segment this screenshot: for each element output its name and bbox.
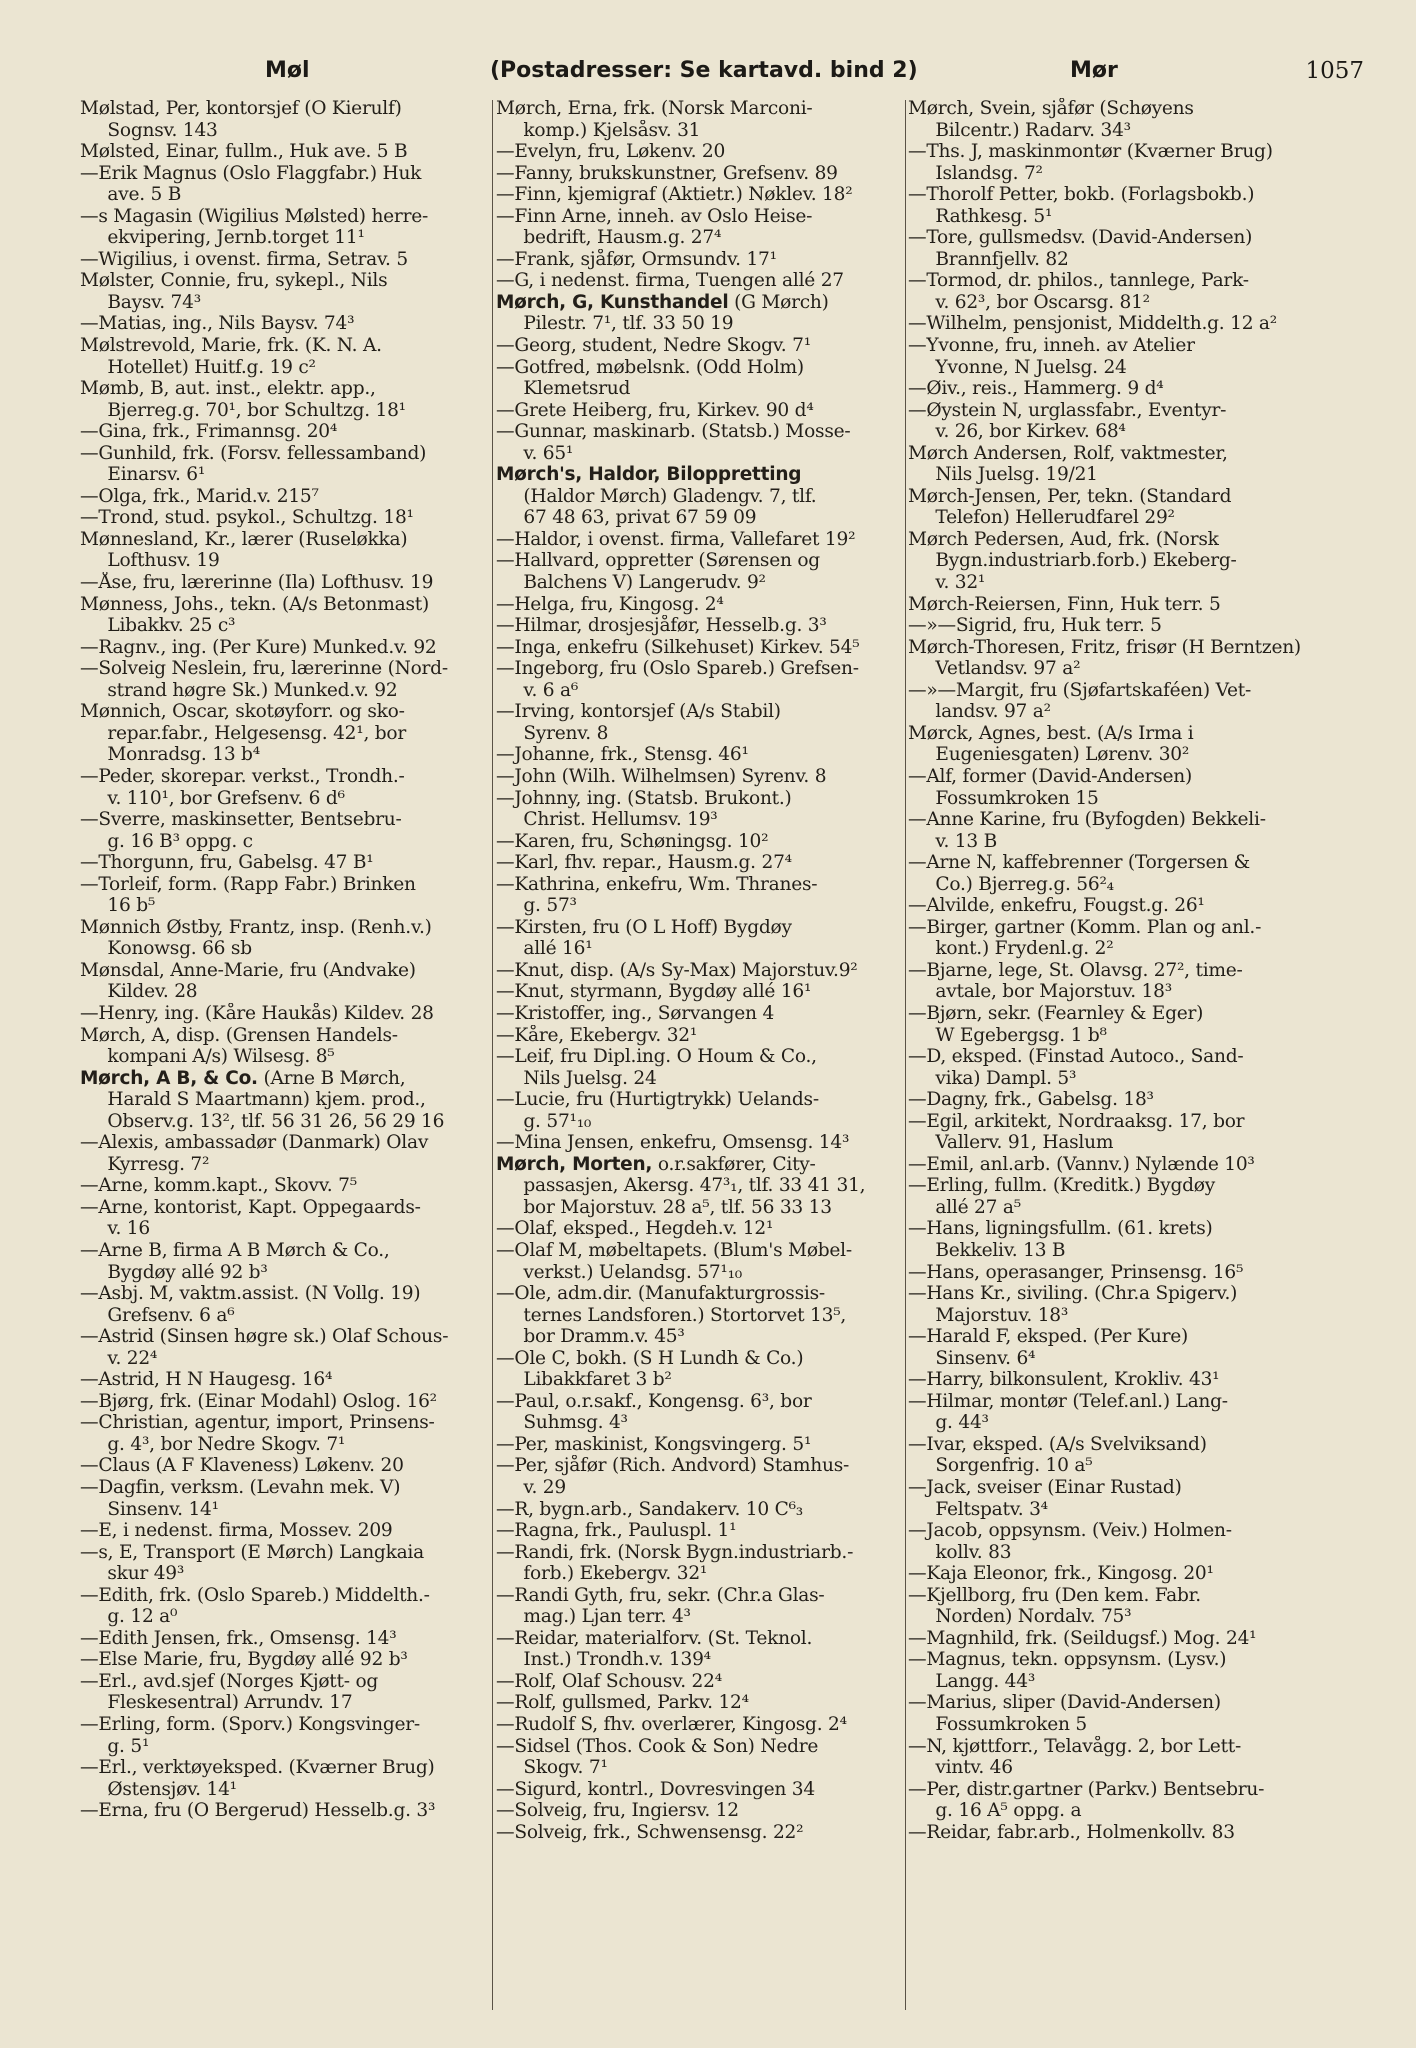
directory-entry-line: —Dagny, frk., Gabelsg. 18³ <box>908 1089 1154 1111</box>
directory-entry-line: Mølster, Connie, fru, sykepl., Nils <box>80 270 388 292</box>
directory-entry-line: Einarsv. 6¹ <box>80 464 206 486</box>
directory-entry-line: g. 57¹₁₀ <box>496 1110 592 1132</box>
directory-entry-line: —Knut, styrmann, Bygdøy allé 16¹ <box>496 981 812 1003</box>
directory-entry-line: ave. 5 B <box>80 184 182 206</box>
directory-entry-line: 16 b⁵ <box>80 895 156 917</box>
directory-entry-line: Kildev. 28 <box>80 981 198 1003</box>
directory-entry-line: —Magnus, tekn. oppsynsm. (Lysv.) <box>908 1649 1227 1671</box>
directory-entry-line: —Knut, disp. (A/s Sy-Max) Majorstuv.9² <box>496 959 858 981</box>
directory-entry-line: kollv. 83 <box>908 1541 1012 1563</box>
directory-entry-line: —Kirsten, fru (O L Hoff) Bygdøy <box>496 916 792 938</box>
directory-entry-line: —Evelyn, fru, Løkenv. 20 <box>496 141 726 163</box>
directory-entry-line: —Helga, fru, Kingosg. 2⁴ <box>496 593 724 615</box>
directory-entry-line: verkst.) Uelandsg. 57¹₁₀ <box>496 1261 743 1283</box>
directory-entry-line: Majorstuv. 18³ <box>908 1304 1069 1326</box>
directory-entry-line: —Arne B, firma A B Mørch & Co., <box>80 1239 390 1261</box>
directory-entry-line: skur 49³ <box>80 1563 185 1585</box>
directory-entry-line: —Olaf M, møbeltapets. (Blum's Møbel- <box>496 1239 852 1261</box>
directory-entry-line: —Grete Heiberg, fru, Kirkev. 90 d⁴ <box>496 399 814 421</box>
directory-entry-line: passasjen, Akersg. 47³₁, tlf. 33 41 31, <box>496 1175 866 1197</box>
directory-entry-line: —Asbj. M, vaktm.assist. (N Vollg. 19) <box>80 1283 421 1305</box>
directory-entry-line: —Solveig Neslein, fru, lærerinne (Nord- <box>80 658 448 680</box>
column-divider <box>492 100 493 2010</box>
directory-entry-line: Mørch, A B, & Co. (Arne B Mørch, <box>80 1067 406 1089</box>
directory-entry-line: Sognsv. 143 <box>80 119 218 141</box>
directory-entry-line: Norden) Nordalv. 75³ <box>908 1606 1132 1628</box>
directory-entry-line: —Paul, o.r.sakf., Kongensg. 6³, bor <box>496 1390 812 1412</box>
directory-entry-line: —R, bygn.arb., Sandakerv. 10 C⁶₃ <box>496 1498 803 1520</box>
directory-entry-line: —Frank, sjåfør, Ormsundv. 17¹ <box>496 248 777 270</box>
directory-entry-line: —Harald F, eksped. (Per Kure) <box>908 1326 1188 1348</box>
directory-entry-line: Mørch, G, Kunsthandel (G Mørch) <box>496 291 829 313</box>
directory-entry-line: —Øystein N, urglassfabr., Eventyr- <box>908 399 1227 421</box>
directory-entry-line: Balchens V) Langerudv. 9² <box>496 572 766 594</box>
directory-entry-line: Eugeniesgaten) Lørenv. 30² <box>908 744 1190 766</box>
directory-entry-line: —Harry, bilkonsulent, Krokliv. 43¹ <box>908 1369 1220 1391</box>
directory-entry-line: g. 12 a⁰ <box>80 1606 178 1628</box>
directory-entry-line: —Olaf, eksped., Hegdeh.v. 12¹ <box>496 1218 774 1240</box>
directory-entry-line: —John (Wilh. Wilhelmsen) Syrenv. 8 <box>496 765 827 787</box>
directory-entry-line: repar.fabr., Helgesensg. 42¹, bor <box>80 722 406 744</box>
directory-entry-line: Observ.g. 13², tlf. 56 31 26, 56 29 16 <box>80 1110 445 1132</box>
directory-entry-line: —Georg, student, Nedre Skogv. 7¹ <box>496 335 811 357</box>
directory-entry-line: kont.) Frydenl.g. 2² <box>908 938 1114 960</box>
directory-entry-line: Mørch-Thoresen, Fritz, frisør (H Berntzen) <box>908 636 1301 658</box>
directory-entry-line: —Åse, fru, lærerinne (Ila) Lofthusv. 19 <box>80 572 434 594</box>
directory-entry-line: Bygn.industriarb.forb.) Ekeberg- <box>908 550 1237 572</box>
directory-entry-line: —Alvilde, enkefru, Fougst.g. 26¹ <box>908 895 1205 917</box>
directory-entry-line: —Erl., avd.sjef (Norges Kjøtt- og <box>80 1670 379 1692</box>
directory-entry-line: g. 44³ <box>908 1412 989 1434</box>
directory-entry-line: —Per, sjåfør (Rich. Andvord) Stamhus- <box>496 1455 850 1477</box>
directory-entry-line: Mølsted, Einar, fullm., Huk ave. 5 B <box>80 141 408 163</box>
directory-entry-line: —Hans, operasanger, Prinsensg. 16⁵ <box>908 1261 1244 1283</box>
directory-entry-line: Feltspatv. 3⁴ <box>908 1498 1048 1520</box>
directory-entry-line: Libakkfaret 3 b² <box>496 1369 672 1391</box>
directory-entry-line: —Else Marie, fru, Bygdøy allé 92 b³ <box>80 1649 408 1671</box>
directory-entry-line: —Emil, anl.arb. (Vannv.) Nylænde 10³ <box>908 1153 1255 1175</box>
business-name: Mørch, G, Kunsthandel <box>496 291 729 313</box>
directory-entry-line: —Magnhild, frk. (Seildugsf.) Mog. 24¹ <box>908 1627 1257 1649</box>
directory-entry-line: Mørch, Morten, o.r.sakfører, City- <box>496 1153 816 1175</box>
directory-entry-line: —Sigurd, kontrl., Dovresvingen 34 <box>496 1778 815 1800</box>
directory-entry-line: —Kaja Eleonor, frk., Kingosg. 20¹ <box>908 1563 1214 1585</box>
directory-entry-line: —Trond, stud. psykol., Schultzg. 18¹ <box>80 507 414 529</box>
directory-entry-line: strand høgre Sk.) Munked.v. 92 <box>80 679 398 701</box>
directory-entry-line: —Johnny, ing. (Statsb. Brukont.) <box>496 787 792 809</box>
business-name: Mørch, Morten, <box>496 1153 653 1175</box>
directory-entry-line: Fossumkroken 15 <box>908 787 1099 809</box>
directory-entry-line: —Astrid (Sinsen høgre sk.) Olaf Schous- <box>80 1326 449 1348</box>
directory-entry-line: —Jack, sveiser (Einar Rustad) <box>908 1477 1182 1498</box>
directory-entry-line: —G, i nedenst. firma, Tuengen allé 27 <box>496 270 844 292</box>
directory-entry-line: —Rolf, gullsmed, Parkv. 12⁴ <box>496 1692 749 1714</box>
directory-entry-line: W Egebergsg. 1 b⁸ <box>908 1024 1107 1046</box>
directory-entry-line: —Gotfred, møbelsnk. (Odd Holm) <box>496 356 804 378</box>
directory-entry-line: Rathkesg. 5¹ <box>908 205 1053 227</box>
directory-entry-line: Kyrresg. 7² <box>80 1153 210 1175</box>
directory-entry-line: —Peder, skorepar. verkst., Trondh.- <box>80 765 405 787</box>
directory-entry-line: bedrift, Hausm.g. 27⁴ <box>496 227 722 249</box>
directory-entry-line: —Rudolf S, fhv. overlærer, Kingosg. 2⁴ <box>496 1714 847 1736</box>
directory-entry-line: —Ole C, bokh. (S H Lundh & Co.) <box>496 1347 804 1369</box>
directory-entry-line: —Irving, kontorsjef (A/s Stabil) <box>496 701 781 723</box>
directory-entry-line: Sinsenv. 6⁴ <box>908 1347 1036 1369</box>
directory-entry-line: —Bjarne, lege, St. Olavsg. 27², time- <box>908 959 1243 981</box>
directory-entry-line: Mørch-Reiersen, Finn, Huk terr. 5 <box>908 593 1221 615</box>
directory-entry-line: v. 32¹ <box>908 572 986 594</box>
directory-entry-line: —Hans Kr., siviling. (Chr.a Spigerv.) <box>908 1283 1238 1305</box>
directory-entry-line: v. 110¹, bor Grefsenv. 6 d⁶ <box>80 787 345 809</box>
directory-entry-line: —Thorolf Petter, bokb. (Forlagsbokb.) <box>908 184 1255 206</box>
directory-entry-line <box>496 464 908 486</box>
directory-entry-line: g. 5¹ <box>80 1735 150 1757</box>
directory-entry-line: —»—Sigrid, fru, Huk terr. 5 <box>908 615 1162 637</box>
directory-entry-line: —Randi Gyth, fru, sekr. (Chr.a Glas- <box>496 1584 825 1606</box>
directory-entry-line: Fossumkroken 5 <box>908 1714 1087 1736</box>
directory-entry-line: —Kåre, Ekebergv. 32¹ <box>496 1024 698 1046</box>
directory-entry-line: Pilestr. 7¹, tlf. 33 50 19 <box>496 313 734 335</box>
directory-entry-line: Bjerreg.g. 70¹, bor Schultzg. 18¹ <box>80 399 406 421</box>
directory-entry-line: v. 16 <box>80 1218 150 1240</box>
directory-entry-line: Brannfjellv. 82 <box>908 248 1069 270</box>
directory-entry-line: —Erling, fullm. (Kreditk.) Bygdøy <box>908 1175 1215 1197</box>
directory-entry-line: —E, i nedenst. firma, Mossev. 209 <box>80 1520 393 1542</box>
directory-entry-line: v. 62³, bor Oscarsg. 81² <box>908 291 1150 313</box>
directory-entry-line: —Ivar, eksped. (A/s Svelviksand) <box>908 1433 1207 1455</box>
directory-entry-line: —Egil, arkitekt, Nordraaksg. 17, bor <box>908 1110 1245 1132</box>
directory-entry-line: Bekkeliv. 13 B <box>908 1239 1066 1261</box>
directory-entry-line: —Karl, fhv. repar., Hausm.g. 27⁴ <box>496 852 792 874</box>
directory-entry-line: —Kjellborg, fru (Den kem. Fabr. <box>908 1584 1201 1606</box>
directory-entry-line: —Hans, ligningsfullm. (61. krets) <box>908 1218 1213 1240</box>
directory-entry-line: —Arne, komm.kapt., Skovv. 7⁵ <box>80 1175 357 1197</box>
directory-entry-line: vika) Dampl. 5³ <box>908 1067 1077 1089</box>
directory-entry-line: —Christian, agentur, import, Prinsens- <box>80 1412 435 1434</box>
directory-entry-line: v. 6 a⁶ <box>496 679 579 701</box>
page-header <box>80 58 1364 94</box>
directory-entry-line: Mørck, Agnes, best. (A/s Irma i <box>908 722 1194 744</box>
directory-entry-line: Islandsg. 7² <box>908 162 1043 184</box>
directory-entry-line: Mønsdal, Anne-Marie, fru (Andvake) <box>80 959 416 981</box>
directory-entry-line: —Haldor, i ovenst. firma, Vallefaret 19² <box>496 528 856 550</box>
directory-entry-line: —Rolf, Olaf Schousv. 22⁴ <box>496 1670 722 1692</box>
directory-entry-line: Libakkv. 25 c³ <box>80 615 236 637</box>
directory-entry-line: —Sverre, maskinsetter, Bentsebru- <box>80 809 402 831</box>
header-center-note: (Postadresser: Se kartavd. bind 2) <box>490 58 918 83</box>
directory-entry-line: Mønnich Østby, Frantz, insp. (Renh.v.) <box>80 916 432 938</box>
directory-entry-line: avtale, bor Majorstuv. 18³ <box>908 981 1172 1003</box>
business-name: Mørch, A B, & Co. <box>80 1067 258 1089</box>
directory-entry-line: forb.) Ekebergv. 32¹ <box>496 1563 708 1585</box>
directory-entry-line: g. 57³ <box>496 895 577 917</box>
directory-entry-line: —Tormod, dr. philos., tannlege, Park- <box>908 270 1249 292</box>
directory-entry-line: v. 22⁴ <box>80 1347 158 1369</box>
directory-entry-line: —Henry, ing. (Kåre Haukås) Kildev. 28 <box>80 1002 434 1024</box>
directory-entry-line: —Claus (A F Klaveness) Løkenv. 20 <box>80 1455 404 1477</box>
directory-entry-line: —Mina Jensen, enkefru, Omsensg. 14³ <box>496 1132 850 1154</box>
directory-entry-line: bor Majorstuv. 28 a⁵, tlf. 56 33 13 <box>496 1196 832 1218</box>
directory-entry-line: v. 29 <box>496 1477 566 1498</box>
directory-entry-line: landsv. 97 a² <box>908 701 1051 723</box>
directory-entry-line: Mørch, A, disp. (Grensen Handels- <box>80 1024 398 1046</box>
business-name: Mørch's, Haldor, Biloppretting <box>496 464 802 486</box>
directory-entry-line: Vallerv. 91, Haslum <box>908 1132 1114 1154</box>
directory-entry-line: —Solveig, frk., Schwensensg. 22² <box>496 1821 804 1843</box>
directory-entry-line: —Karen, fru, Schøningsg. 10² <box>496 830 769 852</box>
directory-entry-line: —Hilmar, montør (Telef.anl.) Lang- <box>908 1390 1228 1412</box>
directory-entry-line: —Fanny, brukskunstner, Grefsenv. 89 <box>496 162 838 184</box>
directory-entry-line: Vetlandsv. 97 a² <box>908 658 1081 680</box>
directory-entry-line: —Alf, former (David-Andersen) <box>908 765 1193 787</box>
directory-entry-line: —Gunhild, frk. (Forsv. fellessamband) <box>80 442 427 464</box>
directory-entry-line: —Hallvard, oppretter (Sørensen og <box>496 550 820 572</box>
directory-entry-line: Mønnich, Oscar, skotøyforr. og sko- <box>80 701 405 723</box>
directory-entry-line: —Per, maskinist, Kongsvingerg. 5¹ <box>496 1433 812 1455</box>
directory-entry-line: Baysv. 74³ <box>80 291 201 313</box>
directory-entry-line: Mølstad, Per, kontorsjef (O Kierulf) <box>80 98 402 119</box>
directory-entry-line: —Ths. J, maskinmontør (Kværner Brug) <box>908 141 1273 163</box>
page-number: 1057 <box>1305 58 1364 84</box>
directory-entry-line: Syrenv. 8 <box>496 722 609 744</box>
directory-entry-line: Mørch Andersen, Rolf, vaktmester, <box>908 442 1228 464</box>
directory-entry-line: —Matias, ing., Nils Baysv. 74³ <box>80 313 355 335</box>
directory-entry-line: Mørch Pedersen, Aud, frk. (Norsk <box>908 528 1219 550</box>
directory-entry-line: Lofthusv. 19 <box>80 550 220 572</box>
directory-entry-line: kompani A/s) Wilsesg. 8⁵ <box>80 1046 335 1068</box>
directory-entry-line: Sorgenfrig. 10 a⁵ <box>908 1455 1093 1477</box>
directory-entry-line: —Øiv., reis., Hammerg. 9 d⁴ <box>908 378 1164 400</box>
directory-entry-line: —Jacob, oppsynsm. (Veiv.) Holmen- <box>908 1520 1232 1542</box>
directory-entry-line: Harald S Maartmann) kjem. prod., <box>80 1089 426 1111</box>
directory-entry-line: Mølstrevold, Marie, frk. (K. N. A. <box>80 335 382 357</box>
directory-entry-line: —Ragna, frk., Pauluspl. 1¹ <box>496 1520 737 1542</box>
directory-entry-line: —N, kjøttforr., Telavågg. 2, bor Lett- <box>908 1735 1242 1757</box>
directory-entry-line: —Arne N, kaffebrenner (Torgersen & <box>908 852 1250 874</box>
directory-entry-line: Fleskesentral) Arrundv. 17 <box>80 1692 353 1714</box>
directory-entry-line: —Astrid, H N Haugesg. 16⁴ <box>80 1369 333 1391</box>
directory-entry-line: ternes Landsforen.) Stortorvet 13⁵, <box>496 1304 847 1326</box>
directory-entry-line: Sinsenv. 14¹ <box>80 1498 219 1520</box>
directory-entry-line: —Olga, frk., Marid.v. 215⁷ <box>80 485 319 507</box>
directory-entry-line: Nils Juelsg. 24 <box>496 1067 657 1089</box>
directory-entry-line: g. 4³, bor Nedre Skogv. 7¹ <box>80 1433 346 1455</box>
directory-entry-line: —Bjørn, sekr. (Fearnley & Eger) <box>908 1002 1204 1024</box>
directory-entry-line: —Gunnar, maskinarb. (Statsb.) Mosse- <box>496 421 851 443</box>
directory-entry-line: —Lucie, fru (Hurtigtrykk) Uelands- <box>496 1089 819 1111</box>
directory-entry-line: —Erik Magnus (Oslo Flaggfabr.) Huk <box>80 162 422 184</box>
directory-entry-line: —Ragnv., ing. (Per Kure) Munked.v. 92 <box>80 636 437 658</box>
directory-column-1 <box>80 98 492 1822</box>
directory-entry-line: —Yvonne, fru, inneh. av Atelier <box>908 335 1195 357</box>
directory-entry-line: —s Magasin (Wigilius Mølsted) herre- <box>80 205 428 227</box>
directory-entry-line: —Reidar, fabr.arb., Holmenkollv. 83 <box>908 1821 1235 1843</box>
directory-entry-line: bor Dramm.v. 45³ <box>496 1326 685 1348</box>
directory-entry-line: mag.) Ljan terr. 4³ <box>496 1606 691 1628</box>
header-left-guide-word: Møl <box>265 58 310 83</box>
directory-entry-line: —Erling, form. (Sporv.) Kongsvinger- <box>80 1714 420 1736</box>
directory-entry-line: Nils Juelsg. 19/21 <box>908 464 1098 486</box>
directory-entry-line: komp.) Kjelsåsv. 31 <box>496 119 701 141</box>
directory-entry-line: —Edith, frk. (Oslo Spareb.) Middelth.- <box>80 1584 430 1606</box>
directory-column-2 <box>496 98 908 1843</box>
directory-entry-line: (Haldor Mørch) Gladengv. 7, tlf. <box>496 485 817 507</box>
directory-entry-line: Mørch-Jensen, Per, tekn. (Standard <box>908 485 1232 507</box>
directory-entry-line: —Bjørg, frk. (Einar Modahl) Oslog. 16² <box>80 1390 437 1412</box>
directory-entry-line: —Thorgunn, fru, Gabelsg. 47 B¹ <box>80 852 374 874</box>
directory-entry-line: 67 48 63, privat 67 59 09 <box>496 507 757 529</box>
directory-entry-line: ekvipering, Jernb.torget 11¹ <box>80 227 365 249</box>
directory-column-3 <box>908 98 1320 1843</box>
directory-entry-line: Konowsg. 66 sb <box>80 938 252 960</box>
directory-entry-line: Mørch, Svein, sjåfør (Schøyens <box>908 98 1194 119</box>
directory-entry-line: —Wilhelm, pensjonist, Middelth.g. 12 a² <box>908 313 1277 335</box>
directory-entry-line: —Ingeborg, fru (Oslo Spareb.) Grefsen- <box>496 658 859 680</box>
directory-entry-line: Bilcentr.) Radarv. 34³ <box>908 119 1131 141</box>
directory-entry-line: —Ole, adm.dir. (Manufakturgrossis- <box>496 1283 825 1305</box>
directory-entry-line: —Reidar, materialforv. (St. Teknol. <box>496 1627 813 1649</box>
directory-entry-line: Østensjøv. 14¹ <box>80 1778 237 1800</box>
directory-entry-line: —Erl., verktøyeksped. (Kværner Brug) <box>80 1757 435 1779</box>
directory-entry-line: Langg. 44³ <box>908 1670 1036 1692</box>
directory-entry-line: —Finn, kjemigraf (Aktietr.) Nøklev. 18² <box>496 184 853 206</box>
directory-entry-line: —Kathrina, enkefru, Wm. Thranes- <box>496 873 818 895</box>
directory-entry-line: —Per, distr.gartner (Parkv.) Bentsebru- <box>908 1778 1265 1800</box>
directory-entry-line: allé 27 a⁵ <box>908 1196 1021 1218</box>
directory-entry-line: Mønness, Johs., tekn. (A/s Betonmast) <box>80 593 429 615</box>
directory-entry-line: g. 16 A⁵ oppg. a <box>908 1800 1082 1822</box>
directory-entry-line: —Wigilius, i ovenst. firma, Setrav. 5 <box>80 248 408 270</box>
directory-entry-line: —Solveig, fru, Ingiersv. 12 <box>496 1800 739 1822</box>
directory-entry-line: —Edith Jensen, frk., Omsensg. 14³ <box>80 1627 397 1649</box>
directory-entry-line: —Anne Karine, fru (Byfogden) Bekkeli- <box>908 809 1266 831</box>
directory-entry-line: —Tore, gullsmedsv. (David-Andersen) <box>908 227 1253 249</box>
directory-entry-line: —Arne, kontorist, Kapt. Oppegaards- <box>80 1196 421 1218</box>
directory-entry-line: —Leif, fru Dipl.ing. O Houm & Co., <box>496 1046 817 1068</box>
directory-entry-line: —»—Margit, fru (Sjøfartskaféen) Vet- <box>908 679 1252 701</box>
directory-entry-line: Telefon) Hellerudfarel 29² <box>908 507 1175 529</box>
directory-entry-line: v. 26, bor Kirkev. 68⁴ <box>908 421 1126 443</box>
header-right-guide-word: Mør <box>1070 58 1118 83</box>
directory-entry-line: —Torleif, form. (Rapp Fabr.) Brinken <box>80 873 416 895</box>
directory-entry-line: v. 65¹ <box>496 442 574 464</box>
directory-entry-line: —Birger, gartner (Komm. Plan og anl.- <box>908 916 1262 938</box>
directory-entry-line: —Alexis, ambassadør (Danmark) Olav <box>80 1132 429 1154</box>
directory-entry-line: g. 16 B³ oppg. c <box>80 830 253 852</box>
directory-entry-line: —Inga, enkefru (Silkehuset) Kirkev. 54⁵ <box>496 636 860 658</box>
directory-entry-line: Monradsg. 13 b⁴ <box>80 744 260 766</box>
directory-entry-line: —s, E, Transport (E Mørch) Langkaia <box>80 1541 424 1563</box>
directory-entry-line: Klemetsrud <box>496 378 631 400</box>
directory-entry-line: —Erna, fru (O Bergerud) Hesselb.g. 3³ <box>80 1800 436 1822</box>
directory-entry-line: Christ. Hellumsv. 19³ <box>496 809 718 831</box>
directory-entry-line: Mønnesland, Kr., lærer (Ruseløkka) <box>80 528 408 550</box>
directory-entry-line: Inst.) Trondh.v. 139⁴ <box>496 1649 711 1671</box>
directory-entry-line: allé 16¹ <box>496 938 593 960</box>
directory-entry-line: —Finn Arne, inneh. av Oslo Heise- <box>496 205 813 227</box>
directory-entry-line: Grefsenv. 6 a⁶ <box>80 1304 235 1326</box>
directory-entry-line: Skogv. 7¹ <box>496 1757 608 1779</box>
directory-entry-line: Suhmsg. 4³ <box>496 1412 628 1434</box>
directory-entry-line: —Hilmar, drosjesjåfør, Hesselb.g. 3³ <box>496 615 827 637</box>
directory-entry-line: —Gina, frk., Frimannsg. 20⁴ <box>80 421 338 443</box>
directory-entry-line: —Sidsel (Thos. Cook & Son) Nedre <box>496 1735 819 1757</box>
directory-entry-line: —D, eksped. (Finstad Autoco., Sand- <box>908 1046 1244 1068</box>
directory-entry-line: —Kristoffer, ing., Sørvangen 4 <box>496 1002 775 1024</box>
directory-entry-line: Mømb, B, aut. inst., elektr. app., <box>80 378 376 400</box>
directory-entry-line: Mørch, Erna, frk. (Norsk Marconi- <box>496 98 813 119</box>
directory-entry-line: —Randi, frk. (Norsk Bygn.industriarb.- <box>496 1541 854 1563</box>
directory-entry-line: —Dagfin, verksm. (Levahn mek. V) <box>80 1477 401 1498</box>
directory-entry-line: v. 13 B <box>908 830 997 852</box>
directory-entry-line: Bygdøy allé 92 b³ <box>80 1261 268 1283</box>
directory-entry-line: —Marius, sliper (David-Andersen) <box>908 1692 1221 1714</box>
directory-entry-line: vintv. 46 <box>908 1757 1013 1779</box>
directory-entry-line: Yvonne, N Juelsg. 24 <box>908 356 1127 378</box>
directory-entry-line: Hotellet) Huitf.g. 19 c² <box>80 356 316 378</box>
directory-entry-line: —Johanne, frk., Stensg. 46¹ <box>496 744 749 766</box>
directory-entry-line: Co.) Bjerreg.g. 56²₄ <box>908 873 1114 895</box>
